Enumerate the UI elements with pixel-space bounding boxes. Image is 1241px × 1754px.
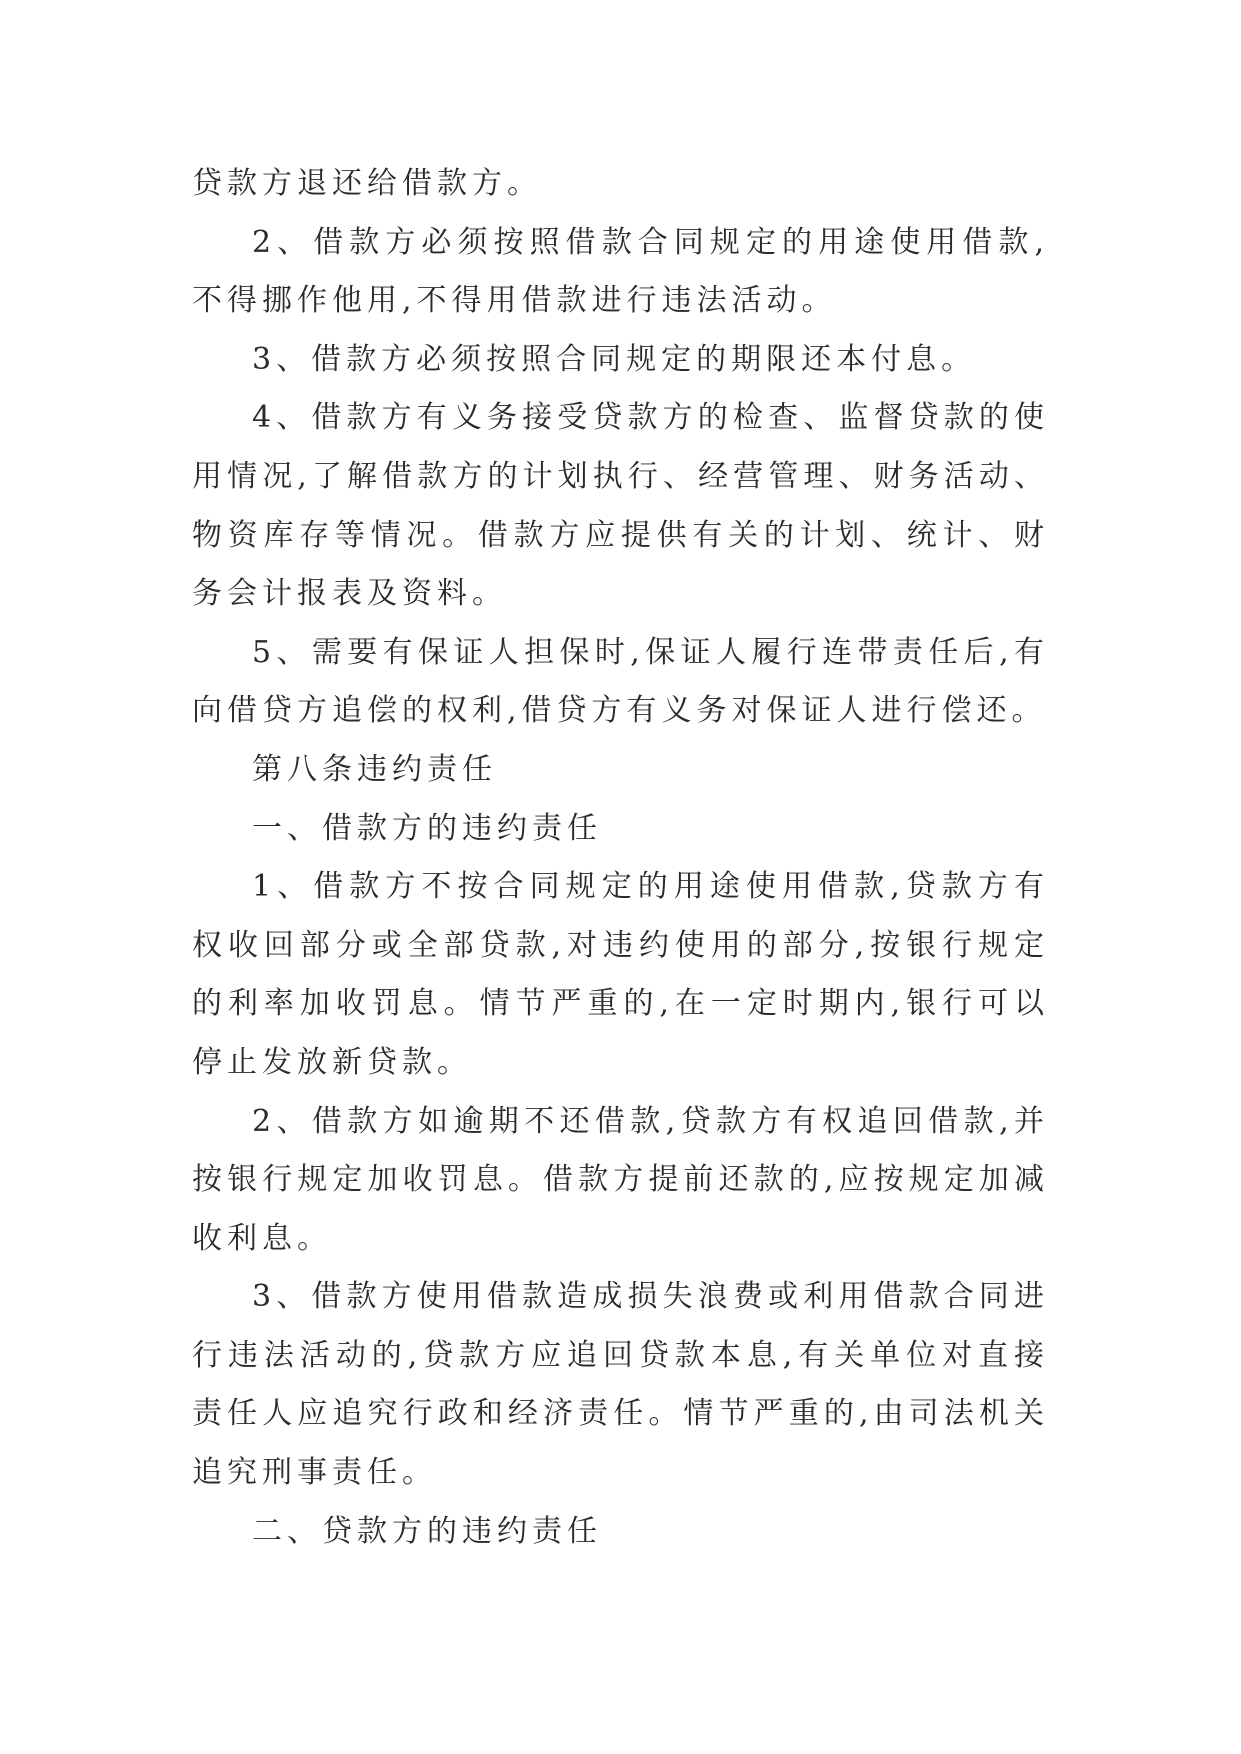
document-page: [192, 155, 1049, 1561]
paragraph-borrower-3: 3、借款方使用借款造成损失浪费或利用借款合同进行违法活动的,贷款方应追回贷款本息,有关单位对直接责任人应追究行政和经济责任。情节严重的,由司法机关追究刑事责任。: [192, 1279, 1049, 1491]
paragraph-clause-2: 2、借款方必须按照借款合同规定的用途使用借款,不得挪作他用,不得用借款进行违法活动。: [192, 224, 1049, 319]
paragraph-borrower-2: 2、借款方如逾期不还借款,贷款方有权追回借款,并按银行规定加收罚息。借款方提前还款的,应按规定加减收利息。: [192, 1103, 1049, 1256]
subsection-heading-borrower: 一、借款方的违约责任: [252, 810, 602, 846]
paragraph-clause-3: 3、借款方必须按照合同规定的期限还本付息。: [252, 341, 977, 377]
paragraph-continuation: 贷款方退还给借款方。: [192, 166, 542, 201]
subsection-heading-lender: 二、贷款方的违约责任: [252, 1513, 602, 1549]
paragraph-clause-4: 4、借款方有义务接受贷款方的检查、监督贷款的使用情况,了解借款方的计划执行、经营管理、财务活动、物资库存等情况。借款方应提供有关的计划、统计、财务会计报表及资料。: [192, 400, 1049, 612]
paragraph-borrower-1: 1、借款方不按合同规定的用途使用借款,贷款方有权收回部分或全部贷款,对违约使用的部分,按银行规定的利率加收罚息。情节严重的,在一定时期内,银行可以停止发放新贷款。: [192, 869, 1049, 1080]
section-heading-article-8: 第八条违约责任: [252, 751, 497, 787]
paragraph-clause-5: 5、需要有保证人担保时,保证人履行连带责任后,有向借贷方追偿的权利,借贷方有义务对保证人进行偿还。: [192, 634, 1049, 729]
